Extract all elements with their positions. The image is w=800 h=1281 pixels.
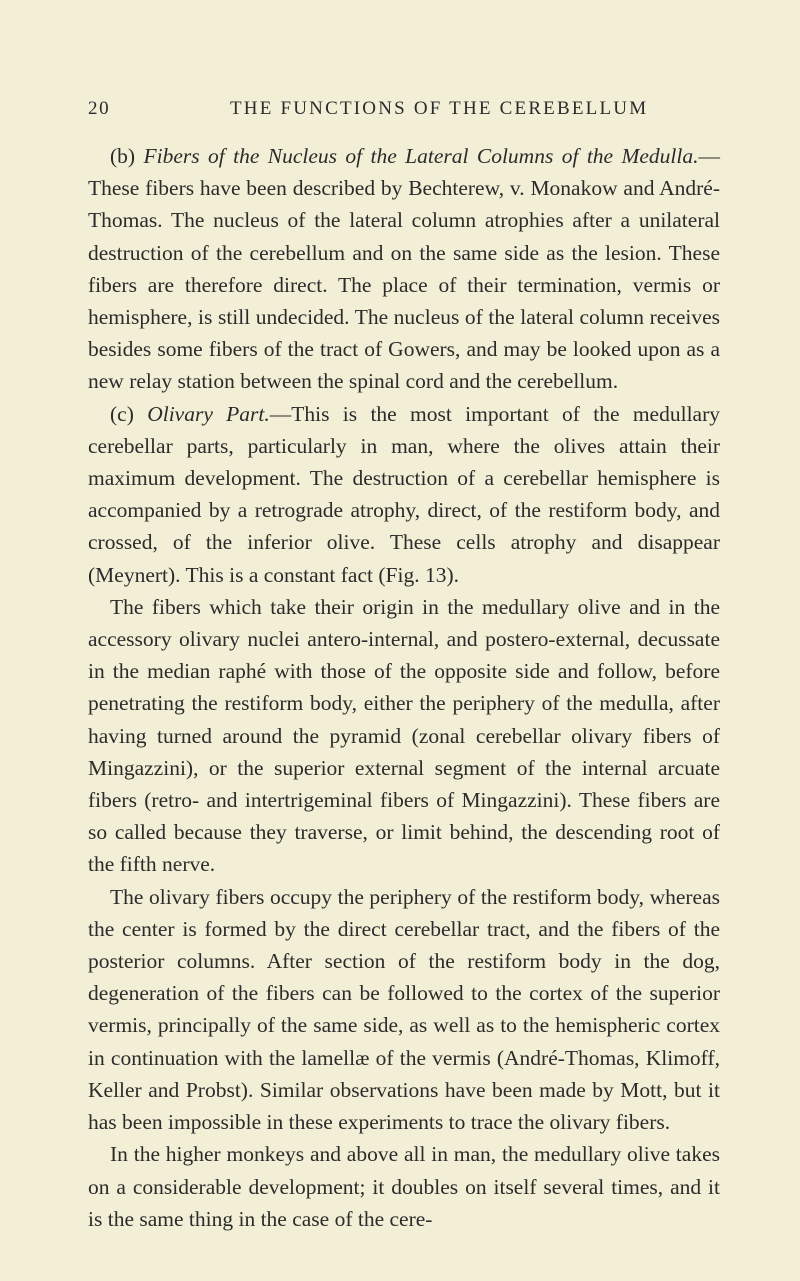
- paragraph-restiform-body: [88, 881, 720, 1139]
- paragraph-text: In the higher monkeys and above all in man, the medullary olive takes on a considerable development; it doubles on itself several times, and it is the same thing in the case of the cere-: [88, 1142, 720, 1231]
- paragraph-text: —These fibers have been described by Bechterew, v. Monakow and André-Thomas. The nucleus of the lateral column atrophies after a unilateral destruction of the cerebellum and on the same side as the lesion. These fibers are therefore direct. The place of their termination, vermis or hemisphere, is still undecided. The nucleus of the lateral column receives besides some fibers of the tract of Gowers, and may be looked upon as a new relay station between the spinal cord and the cerebellum.: [88, 144, 720, 394]
- paragraph-olivary-fibers-origin: [88, 591, 720, 881]
- section-heading: Olivary Part.: [147, 401, 270, 426]
- section-marker: (c): [110, 401, 134, 426]
- paragraph-text: The fibers which take their origin in the medullary olive and in the accessory olivary nuclei antero-internal, and postero-external, decussate in the median raphé with those of the opposite side and follow, before penetrating the restiform body, either the periphery of the medulla, after having turned around the pyramid (zonal cerebellar olivary fibers of Mingazzini), or the superior external segment of the internal arcuate fibers (retro- and intertrigeminal fibers of Mingazzini). These fibers are so called because they traverse, or limit behind, the descending root of the fifth nerve.: [88, 594, 720, 877]
- body-text: [88, 140, 720, 1235]
- paragraph-b: [88, 140, 720, 398]
- section-marker: (b): [110, 144, 136, 168]
- paragraph-text: The olivary fibers occupy the periphery of the restiform body, whereas the center is formed by the direct cerebellar tract, and the fibers of the posterior columns. After section of the restiform body in the dog, degeneration of the fibers can be followed to the cortex of the superior vermis, principally of the same side, as well as to the hemispheric cortex in continuation with the lamellæ of the vermis (André-Thomas, Klimoff, Keller and Probst). Similar observations have been made by Mott, but it has been impossible in these experiments to trace the olivary fibers.: [88, 884, 720, 1135]
- running-title: THE FUNCTIONS OF THE CEREBELLUM: [230, 98, 649, 119]
- paragraph-c: [88, 398, 720, 591]
- section-heading: Fibers of the Nucleus of the Lateral Columns of the Medulla.: [143, 144, 699, 168]
- paragraph-higher-monkeys: [88, 1138, 720, 1235]
- book-page: [88, 98, 720, 1235]
- paragraph-text: —This is the most important of the medullary cerebellar parts, particularly in man, where the olives attain their maximum development. The destruction of a cerebellar hemisphere is accompanied by a retrograde atrophy, direct, of the restiform body, and crossed, of the inferior olive. These cells atrophy and disappear (Meynert). This is a constant fact (Fig. 13).: [88, 401, 721, 587]
- running-head: [88, 98, 720, 128]
- page-number: 20: [88, 98, 111, 119]
